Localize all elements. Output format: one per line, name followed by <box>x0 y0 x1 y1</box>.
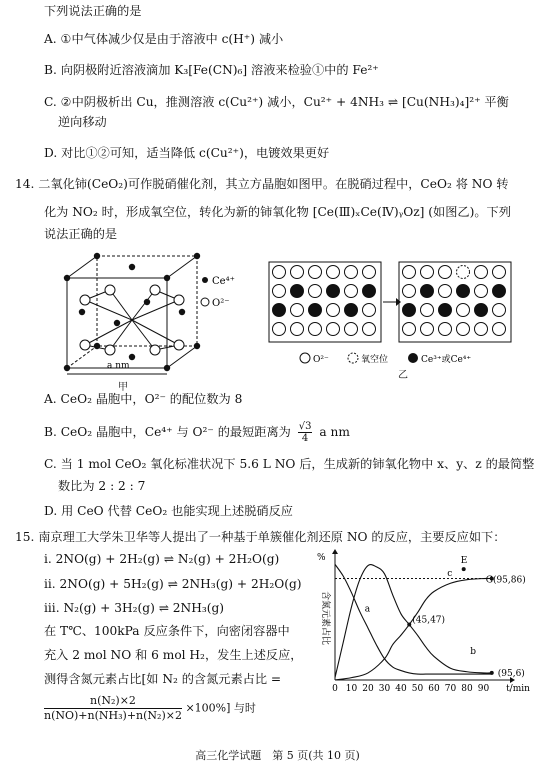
series-label-a: a <box>364 604 371 615</box>
fraction-numerator: √3 <box>298 421 312 432</box>
q14-option-a: A. CeO₂ 晶胞中，O²⁻ 的配位数为 8 <box>44 392 243 406</box>
y-axis-arrow <box>332 549 338 554</box>
point-label: (45,47) <box>412 615 446 626</box>
fraction-denominator: 4 <box>301 433 309 444</box>
q15-reaction-2: ii. 2NO(g) + 5H₂(g) ⇌ 2NH₃(g) + 2H₂O(g) <box>44 577 302 591</box>
lattice-ion <box>457 304 470 317</box>
x-tick-label: 0 <box>332 684 338 694</box>
lattice-ion <box>475 285 488 298</box>
lattice-ion <box>345 304 358 317</box>
legend-ce-label: Ce⁴⁺ <box>212 276 235 287</box>
q14-option-c: C. 当 1 mol CeO₂ 氧化标准状况下 5.6 L NO 后，生成新的铈氧化物中 x、y、z 的最简整 <box>44 457 535 471</box>
lattice-ion <box>309 266 322 279</box>
point-marker <box>407 623 411 627</box>
legend-o-circle <box>201 298 209 306</box>
lattice-ion <box>291 266 304 279</box>
legend2-ce-dot <box>408 353 418 363</box>
figure-jia-label: 甲 <box>118 382 128 393</box>
lattice-ion <box>421 285 434 298</box>
legend-o-label: O²⁻ <box>212 298 230 309</box>
lattice-ion <box>475 323 488 336</box>
q13-option-d: D. 对比①②可知，适当降低 c(Cu²⁺)，电镀效果更好 <box>44 146 330 160</box>
lattice-ion <box>363 304 376 317</box>
vacancy-figure <box>265 258 545 368</box>
q13-option-a: A. ①中气体减少仅是由于溶液中 c(H⁺) 减小 <box>44 32 284 46</box>
page-footer: 高三化学试题 第 5 页(共 10 页) <box>195 749 360 762</box>
point-label: (95,6) <box>497 668 525 679</box>
q13-option-c-cont: 逆向移动 <box>58 115 107 129</box>
lattice-ion <box>457 285 470 298</box>
legend2-ce-label: Ce³⁺或Ce⁴⁺ <box>421 355 472 365</box>
q14-stem-line3: 说法正确的是 <box>44 227 118 241</box>
lattice-ion <box>327 304 340 317</box>
series-label-c: c <box>447 569 453 580</box>
x-tick-label: 30 <box>378 684 391 694</box>
q15-text-line2: 充入 2 mol NO 和 6 mol H₂，发生上述反应， <box>44 648 303 662</box>
lattice-ion <box>291 323 304 336</box>
point-label: E <box>460 556 468 567</box>
lattice-ion <box>309 285 322 298</box>
lattice-ion <box>363 266 376 279</box>
lattice-ion <box>493 266 506 279</box>
y-axis-label: 含氮元素占比 <box>320 591 330 646</box>
lattice-ion <box>475 304 488 317</box>
q14-option-b-fraction <box>298 421 313 444</box>
lattice-ion <box>403 304 416 317</box>
lattice-ion <box>345 266 358 279</box>
lattice-ion <box>327 266 340 279</box>
lattice-ion <box>493 304 506 317</box>
lattice-ion <box>457 323 470 336</box>
q13-option-b: B. 向阴极附近溶液滴加 K₃[Fe(CN)₆] 溶液来检验①中的 Fe²⁺ <box>44 63 379 77</box>
lattice-before <box>273 266 376 336</box>
lattice-ion <box>493 285 506 298</box>
x-tick-label: 90 <box>477 684 490 694</box>
formula-tail: ×100%] 与时 <box>185 701 256 715</box>
lattice-ion <box>273 266 286 279</box>
legend2-vacancy-label: 氧空位 <box>361 355 389 365</box>
point-marker <box>462 567 466 571</box>
lattice-ion <box>327 323 340 336</box>
q15-reaction-1: i. 2NO(g) + 2H₂(g) ⇌ N₂(g) + 2H₂O(g) <box>44 552 280 566</box>
lattice-ion <box>403 323 416 336</box>
x-tick-label: 60 <box>428 684 440 694</box>
lattice-ion <box>291 304 304 317</box>
oxygen-vacancy <box>457 266 470 279</box>
q14-stem-line1: 14. 二氧化铈(CeO₂)可作脱硝催化剂，其立方晶胞如图甲。在脱硝过程中，CeO₂ 将 NO 转 <box>15 177 509 191</box>
lattice-ion <box>493 323 506 336</box>
legend2-o-circle <box>300 353 310 363</box>
lattice-ion <box>439 266 452 279</box>
q14-stem-line2: 化为 NO₂ 时，形成氧空位，转化为新的铈氧化物 [Ce(Ⅲ)ₓCe(Ⅳ)ᵧOz] (如图乙)。下列 <box>44 205 511 219</box>
x-tick-label: 80 <box>461 684 473 694</box>
x-tick-label: 20 <box>362 684 374 694</box>
lattice-ion <box>421 304 434 317</box>
lattice-ion <box>403 285 416 298</box>
q14-option-b <box>44 421 350 444</box>
formula-fraction <box>44 694 182 723</box>
formula-denominator: n(NO)+n(NH₃)+n(N₂)×2 <box>44 709 182 722</box>
legend2-o-label: O²⁻ <box>313 355 329 365</box>
lattice-ion <box>273 285 286 298</box>
x-axis-label: t/min <box>506 684 530 694</box>
legend-ce-dot <box>202 277 208 283</box>
formula-numerator: n(N₂)×2 <box>44 694 182 709</box>
lattice-ion <box>439 304 452 317</box>
scale-label: a nm <box>107 361 130 371</box>
crystal-cell-figure <box>55 250 245 380</box>
x-tick-label: 40 <box>395 684 407 694</box>
q14-option-c-cont: 数比为 2 : 2 : 7 <box>58 479 146 493</box>
x-tick-label: 10 <box>345 684 358 694</box>
q14-option-b-unit: a nm <box>319 425 350 439</box>
figure-yi-label: 乙 <box>398 370 408 381</box>
q13-option-c: C. ②中阴极析出 Cu，推测溶液 c(Cu²⁺) 减小，Cu²⁺ + 4NH₃ ⇌ [Cu(NH₃)₄]²⁺ 平衡 <box>44 95 509 109</box>
lattice-ion <box>273 304 286 317</box>
x-tick-label: 50 <box>411 684 424 694</box>
lattice-ion <box>475 266 488 279</box>
q15-stem: 15. 南京理工大学朱卫华等人提出了一种基于单簇催化剂还原 NO 的反应，主要反应如下： <box>15 530 506 544</box>
lattice-ion <box>403 266 416 279</box>
lattice-ion <box>421 323 434 336</box>
q15-formula <box>44 694 256 723</box>
q14-option-b-text: B. CeO₂ 晶胞中，Ce⁴⁺ 与 O²⁻ 的最短距离为 <box>44 425 291 439</box>
x-tick-label: 70 <box>444 684 457 694</box>
lattice-ion <box>345 323 358 336</box>
lattice-ion <box>363 323 376 336</box>
q15-reaction-3: iii. N₂(g) + 3H₂(g) ⇌ 2NH₃(g) <box>44 601 225 615</box>
lattice-after <box>403 266 506 336</box>
lattice-ion <box>439 323 452 336</box>
lattice-ion <box>309 304 322 317</box>
lattice-ion <box>345 285 358 298</box>
lattice-ion <box>363 285 376 298</box>
y-axis-unit: % <box>317 553 326 563</box>
q14-option-d: D. 用 CeO 代替 CeO₂ 也能实现上述脱硝反应 <box>44 504 293 518</box>
lattice-ion <box>439 285 452 298</box>
q15-text-line3: 测得含氮元素占比[如 N₂ 的含氮元素占比 = <box>44 672 282 686</box>
lattice-ion <box>309 323 322 336</box>
legend2-vacancy-circle <box>348 353 358 363</box>
nitrogen-ratio-chart <box>305 548 550 698</box>
q15-text-line1: 在 T℃、100kPa 反应条件下，向密闭容器中 <box>44 624 290 638</box>
lattice-ion <box>327 285 340 298</box>
point-marker <box>490 671 494 675</box>
series-label-b: b <box>470 647 477 658</box>
point-label: G(95,86) <box>485 575 526 586</box>
q13-intro: 下列说法正确的是 <box>44 4 142 18</box>
lattice-ion <box>273 323 286 336</box>
lattice-ion <box>421 266 434 279</box>
lattice-ion <box>291 285 304 298</box>
ce-ion-dots <box>64 253 200 371</box>
